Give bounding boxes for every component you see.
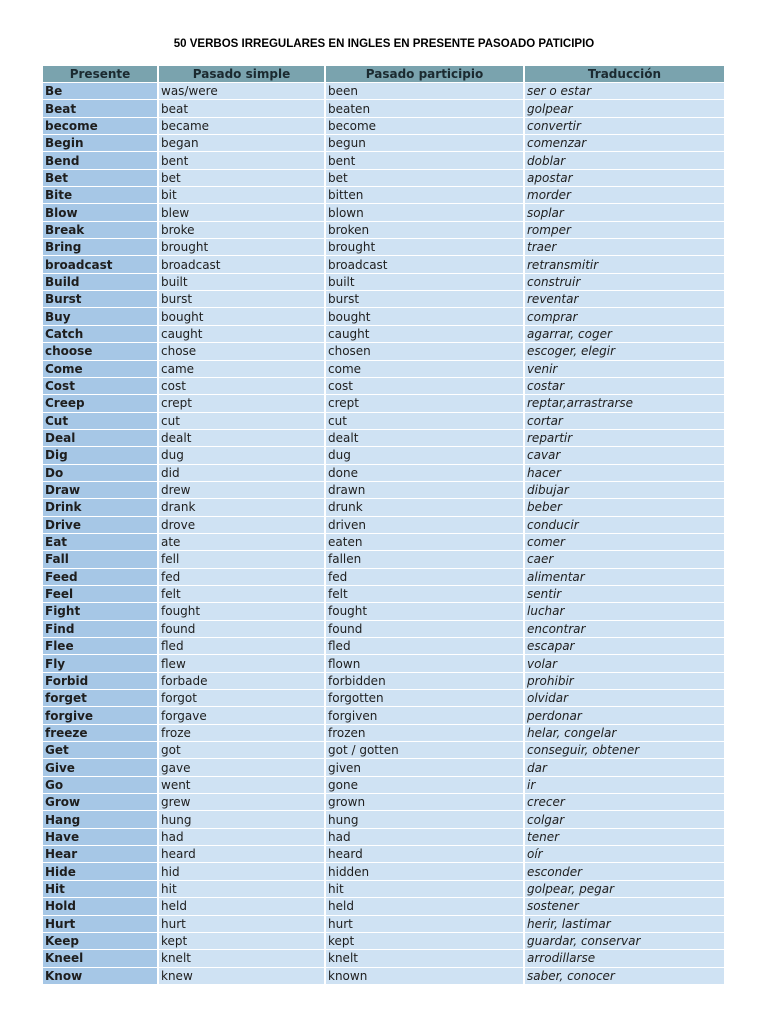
- cell-pasado-simple: heard: [159, 846, 326, 863]
- cell-pasado-participio: bent: [326, 152, 525, 169]
- table-row: [43, 621, 724, 638]
- cell-traduccion: colgar: [525, 811, 724, 828]
- cell-traduccion: crecer: [525, 794, 724, 811]
- cell-traduccion: reptar,arrastrarse: [525, 395, 724, 412]
- table-row: [43, 811, 724, 828]
- cell-pasado-simple: felt: [159, 586, 326, 603]
- cell-pasado-simple: built: [159, 274, 326, 291]
- cell-presente: freeze: [43, 725, 159, 742]
- cell-traduccion: dar: [525, 759, 724, 776]
- cell-presente: Flee: [43, 638, 159, 655]
- cell-presente: Hide: [43, 863, 159, 880]
- table-row: [43, 777, 724, 794]
- cell-traduccion: encontrar: [525, 621, 724, 638]
- cell-presente: Catch: [43, 326, 159, 343]
- cell-presente: Break: [43, 222, 159, 239]
- cell-pasado-participio: fled: [326, 638, 525, 655]
- header-presente: Presente: [43, 66, 159, 83]
- cell-traduccion: cortar: [525, 413, 724, 430]
- cell-pasado-simple: broadcast: [159, 256, 326, 273]
- cell-pasado-participio: broadcast: [326, 256, 525, 273]
- cell-traduccion: cavar: [525, 447, 724, 464]
- cell-pasado-simple: gave: [159, 759, 326, 776]
- cell-pasado-participio: grown: [326, 794, 525, 811]
- table-row: [43, 551, 724, 568]
- cell-presente: become: [43, 118, 159, 135]
- cell-pasado-simple: ate: [159, 534, 326, 551]
- cell-pasado-participio: cut: [326, 413, 525, 430]
- cell-presente: Find: [43, 621, 159, 638]
- cell-traduccion: guardar, conservar: [525, 933, 724, 950]
- cell-presente: Hang: [43, 811, 159, 828]
- cell-pasado-simple: hung: [159, 811, 326, 828]
- cell-pasado-simple: drove: [159, 517, 326, 534]
- cell-pasado-participio: felt: [326, 586, 525, 603]
- cell-traduccion: conducir: [525, 517, 724, 534]
- cell-traduccion: perdonar: [525, 707, 724, 724]
- cell-traduccion: apostar: [525, 170, 724, 187]
- cell-presente: Fight: [43, 603, 159, 620]
- cell-traduccion: romper: [525, 222, 724, 239]
- cell-pasado-participio: knelt: [326, 950, 525, 967]
- cell-presente: Draw: [43, 482, 159, 499]
- cell-pasado-simple: blew: [159, 204, 326, 221]
- header-pasado-simple: Pasado simple: [159, 66, 326, 83]
- cell-traduccion: alimentar: [525, 569, 724, 586]
- table-row: [43, 204, 724, 221]
- cell-pasado-simple: drank: [159, 499, 326, 516]
- cell-traduccion: conseguir, obtener: [525, 742, 724, 759]
- table-row: [43, 395, 724, 412]
- cell-pasado-participio: held: [326, 898, 525, 915]
- table-row: [43, 534, 724, 551]
- cell-traduccion: beber: [525, 499, 724, 516]
- cell-presente: Burst: [43, 291, 159, 308]
- cell-presente: Beat: [43, 100, 159, 117]
- irregular-verbs-table: [43, 66, 724, 985]
- cell-traduccion: doblar: [525, 152, 724, 169]
- cell-pasado-participio: done: [326, 465, 525, 482]
- cell-pasado-participio: begun: [326, 135, 525, 152]
- cell-presente: Do: [43, 465, 159, 482]
- cell-traduccion: convertir: [525, 118, 724, 135]
- cell-presente: choose: [43, 343, 159, 360]
- cell-pasado-simple: fled: [159, 638, 326, 655]
- cell-pasado-participio: fought: [326, 603, 525, 620]
- cell-presente: Get: [43, 742, 159, 759]
- cell-pasado-participio: bought: [326, 308, 525, 325]
- cell-pasado-simple: fought: [159, 603, 326, 620]
- cell-traduccion: esconder: [525, 863, 724, 880]
- cell-traduccion: escoger, elegir: [525, 343, 724, 360]
- cell-presente: Grow: [43, 794, 159, 811]
- table-row: [43, 742, 724, 759]
- cell-presente: Kneel: [43, 950, 159, 967]
- cell-pasado-participio: forgotten: [326, 690, 525, 707]
- cell-pasado-participio: caught: [326, 326, 525, 343]
- cell-presente: Hold: [43, 898, 159, 915]
- table-row: [43, 603, 724, 620]
- cell-pasado-simple: chose: [159, 343, 326, 360]
- cell-presente: Give: [43, 759, 159, 776]
- cell-pasado-participio: hung: [326, 811, 525, 828]
- table-row: [43, 707, 724, 724]
- cell-traduccion: comenzar: [525, 135, 724, 152]
- cell-pasado-simple: went: [159, 777, 326, 794]
- cell-presente: Bring: [43, 239, 159, 256]
- table-row: [43, 690, 724, 707]
- cell-pasado-participio: bet: [326, 170, 525, 187]
- cell-pasado-participio: bitten: [326, 187, 525, 204]
- cell-presente: Dig: [43, 447, 159, 464]
- table-row: [43, 725, 724, 742]
- cell-presente: Eat: [43, 534, 159, 551]
- table-row: [43, 517, 724, 534]
- cell-pasado-simple: brought: [159, 239, 326, 256]
- cell-traduccion: soplar: [525, 204, 724, 221]
- cell-presente: forgive: [43, 707, 159, 724]
- table-row: [43, 170, 724, 187]
- cell-pasado-participio: burst: [326, 291, 525, 308]
- table-header-row: [43, 66, 724, 83]
- table-row: [43, 482, 724, 499]
- cell-traduccion: herir, lastimar: [525, 916, 724, 933]
- cell-pasado-simple: cut: [159, 413, 326, 430]
- table-row: [43, 863, 724, 880]
- cell-pasado-participio: beaten: [326, 100, 525, 117]
- cell-traduccion: caer: [525, 551, 724, 568]
- cell-traduccion: dibujar: [525, 482, 724, 499]
- cell-pasado-simple: was/were: [159, 83, 326, 100]
- cell-pasado-simple: cost: [159, 378, 326, 395]
- cell-pasado-participio: driven: [326, 517, 525, 534]
- cell-traduccion: escapar: [525, 638, 724, 655]
- cell-pasado-simple: forgave: [159, 707, 326, 724]
- cell-traduccion: prohibir: [525, 673, 724, 690]
- cell-pasado-simple: bet: [159, 170, 326, 187]
- table-row: [43, 933, 724, 950]
- cell-traduccion: ir: [525, 777, 724, 794]
- cell-pasado-participio: become: [326, 118, 525, 135]
- cell-traduccion: helar, congelar: [525, 725, 724, 742]
- cell-presente: Hear: [43, 846, 159, 863]
- cell-presente: Drink: [43, 499, 159, 516]
- cell-pasado-participio: drawn: [326, 482, 525, 499]
- cell-pasado-simple: found: [159, 621, 326, 638]
- cell-pasado-participio: forgiven: [326, 707, 525, 724]
- cell-pasado-simple: bit: [159, 187, 326, 204]
- cell-presente: Fall: [43, 551, 159, 568]
- table-row: [43, 361, 724, 378]
- cell-pasado-participio: heard: [326, 846, 525, 863]
- table-row: [43, 100, 724, 117]
- table-row: [43, 569, 724, 586]
- cell-traduccion: luchar: [525, 603, 724, 620]
- cell-pasado-participio: hurt: [326, 916, 525, 933]
- table-row: [43, 638, 724, 655]
- cell-traduccion: volar: [525, 655, 724, 672]
- cell-presente: Begin: [43, 135, 159, 152]
- table-row: [43, 655, 724, 672]
- cell-pasado-simple: got: [159, 742, 326, 759]
- cell-pasado-participio: kept: [326, 933, 525, 950]
- cell-pasado-participio: been: [326, 83, 525, 100]
- cell-traduccion: hacer: [525, 465, 724, 482]
- cell-traduccion: comprar: [525, 308, 724, 325]
- cell-pasado-simple: froze: [159, 725, 326, 742]
- header-pasado-participio: Pasado participio: [326, 66, 525, 83]
- table-row: [43, 950, 724, 967]
- cell-presente: broadcast: [43, 256, 159, 273]
- cell-pasado-simple: forbade: [159, 673, 326, 690]
- cell-pasado-simple: knew: [159, 968, 326, 985]
- cell-presente: Creep: [43, 395, 159, 412]
- table-row: [43, 222, 724, 239]
- cell-pasado-simple: beat: [159, 100, 326, 117]
- cell-pasado-simple: burst: [159, 291, 326, 308]
- table-row: [43, 187, 724, 204]
- table-row: [43, 673, 724, 690]
- cell-traduccion: morder: [525, 187, 724, 204]
- cell-pasado-simple: bought: [159, 308, 326, 325]
- cell-pasado-simple: grew: [159, 794, 326, 811]
- cell-pasado-simple: drew: [159, 482, 326, 499]
- cell-pasado-participio: eaten: [326, 534, 525, 551]
- cell-pasado-simple: knelt: [159, 950, 326, 967]
- cell-presente: Bet: [43, 170, 159, 187]
- cell-pasado-simple: began: [159, 135, 326, 152]
- table-row: [43, 308, 724, 325]
- cell-pasado-simple: forgot: [159, 690, 326, 707]
- cell-presente: Build: [43, 274, 159, 291]
- cell-presente: Be: [43, 83, 159, 100]
- cell-presente: Come: [43, 361, 159, 378]
- cell-presente: Drive: [43, 517, 159, 534]
- cell-presente: Hurt: [43, 916, 159, 933]
- cell-traduccion: golpear, pegar: [525, 881, 724, 898]
- table-row: [43, 447, 724, 464]
- cell-traduccion: olvidar: [525, 690, 724, 707]
- cell-pasado-participio: cost: [326, 378, 525, 395]
- cell-pasado-participio: dug: [326, 447, 525, 464]
- table-row: [43, 898, 724, 915]
- table-row: [43, 413, 724, 430]
- table-row: [43, 916, 724, 933]
- cell-pasado-participio: forbidden: [326, 673, 525, 690]
- cell-traduccion: traer: [525, 239, 724, 256]
- cell-presente: Know: [43, 968, 159, 985]
- header-traduccion: Traducción: [525, 66, 724, 83]
- table-body: [43, 83, 724, 985]
- cell-traduccion: oír: [525, 846, 724, 863]
- table-row: [43, 291, 724, 308]
- cell-pasado-simple: came: [159, 361, 326, 378]
- cell-pasado-participio: known: [326, 968, 525, 985]
- cell-presente: Feel: [43, 586, 159, 603]
- cell-presente: Bite: [43, 187, 159, 204]
- page-title: 50 VERBOS IRREGULARES EN INGLES EN PRESENTE PASOADO PATICIPIO: [173, 38, 595, 50]
- cell-traduccion: sostener: [525, 898, 724, 915]
- cell-pasado-simple: flew: [159, 655, 326, 672]
- cell-traduccion: arrodillarse: [525, 950, 724, 967]
- cell-presente: Go: [43, 777, 159, 794]
- cell-presente: Cost: [43, 378, 159, 395]
- table-row: [43, 759, 724, 776]
- table-row: [43, 794, 724, 811]
- table-row: [43, 326, 724, 343]
- table-row: [43, 256, 724, 273]
- cell-presente: Cut: [43, 413, 159, 430]
- cell-pasado-simple: did: [159, 465, 326, 482]
- cell-pasado-participio: broken: [326, 222, 525, 239]
- table-row: [43, 465, 724, 482]
- table-row: [43, 430, 724, 447]
- cell-traduccion: reventar: [525, 291, 724, 308]
- cell-traduccion: costar: [525, 378, 724, 395]
- cell-pasado-simple: dug: [159, 447, 326, 464]
- cell-pasado-participio: gone: [326, 777, 525, 794]
- table-row: [43, 152, 724, 169]
- cell-pasado-participio: brought: [326, 239, 525, 256]
- cell-pasado-simple: dealt: [159, 430, 326, 447]
- cell-traduccion: venir: [525, 361, 724, 378]
- cell-presente: forget: [43, 690, 159, 707]
- cell-presente: Bend: [43, 152, 159, 169]
- cell-pasado-participio: chosen: [326, 343, 525, 360]
- cell-pasado-simple: kept: [159, 933, 326, 950]
- cell-pasado-participio: fallen: [326, 551, 525, 568]
- cell-traduccion: construir: [525, 274, 724, 291]
- table-row: [43, 586, 724, 603]
- cell-pasado-participio: got / gotten: [326, 742, 525, 759]
- cell-traduccion: agarrar, coger: [525, 326, 724, 343]
- cell-traduccion: comer: [525, 534, 724, 551]
- cell-pasado-simple: crept: [159, 395, 326, 412]
- cell-traduccion: golpear: [525, 100, 724, 117]
- cell-presente: Buy: [43, 308, 159, 325]
- cell-pasado-participio: drunk: [326, 499, 525, 516]
- cell-pasado-participio: dealt: [326, 430, 525, 447]
- cell-pasado-simple: fed: [159, 569, 326, 586]
- cell-presente: Forbid: [43, 673, 159, 690]
- cell-pasado-participio: found: [326, 621, 525, 638]
- table-row: [43, 135, 724, 152]
- table-row: [43, 83, 724, 100]
- cell-traduccion: repartir: [525, 430, 724, 447]
- cell-presente: Keep: [43, 933, 159, 950]
- cell-pasado-participio: had: [326, 829, 525, 846]
- cell-traduccion: saber, conocer: [525, 968, 724, 985]
- cell-pasado-simple: had: [159, 829, 326, 846]
- cell-presente: Fly: [43, 655, 159, 672]
- table-row: [43, 378, 724, 395]
- cell-pasado-participio: given: [326, 759, 525, 776]
- cell-pasado-simple: bent: [159, 152, 326, 169]
- cell-pasado-simple: broke: [159, 222, 326, 239]
- cell-presente: Hit: [43, 881, 159, 898]
- cell-presente: Deal: [43, 430, 159, 447]
- cell-pasado-participio: built: [326, 274, 525, 291]
- table-row: [43, 846, 724, 863]
- cell-presente: Feed: [43, 569, 159, 586]
- cell-presente: Have: [43, 829, 159, 846]
- cell-pasado-participio: flown: [326, 655, 525, 672]
- cell-pasado-participio: hit: [326, 881, 525, 898]
- table-row: [43, 499, 724, 516]
- table-row: [43, 881, 724, 898]
- cell-traduccion: retransmitir: [525, 256, 724, 273]
- cell-traduccion: ser o estar: [525, 83, 724, 100]
- table-row: [43, 118, 724, 135]
- cell-pasado-simple: fell: [159, 551, 326, 568]
- cell-pasado-simple: hit: [159, 881, 326, 898]
- table-row: [43, 274, 724, 291]
- table-row: [43, 829, 724, 846]
- cell-pasado-participio: blown: [326, 204, 525, 221]
- cell-pasado-participio: fed: [326, 569, 525, 586]
- cell-traduccion: tener: [525, 829, 724, 846]
- cell-traduccion: sentir: [525, 586, 724, 603]
- cell-pasado-participio: frozen: [326, 725, 525, 742]
- cell-pasado-simple: held: [159, 898, 326, 915]
- cell-pasado-simple: became: [159, 118, 326, 135]
- cell-pasado-participio: hidden: [326, 863, 525, 880]
- cell-pasado-simple: caught: [159, 326, 326, 343]
- table-row: [43, 239, 724, 256]
- cell-pasado-simple: hurt: [159, 916, 326, 933]
- cell-pasado-participio: crept: [326, 395, 525, 412]
- cell-pasado-participio: come: [326, 361, 525, 378]
- table-row: [43, 968, 724, 985]
- table-row: [43, 343, 724, 360]
- cell-presente: Blow: [43, 204, 159, 221]
- cell-pasado-simple: hid: [159, 863, 326, 880]
